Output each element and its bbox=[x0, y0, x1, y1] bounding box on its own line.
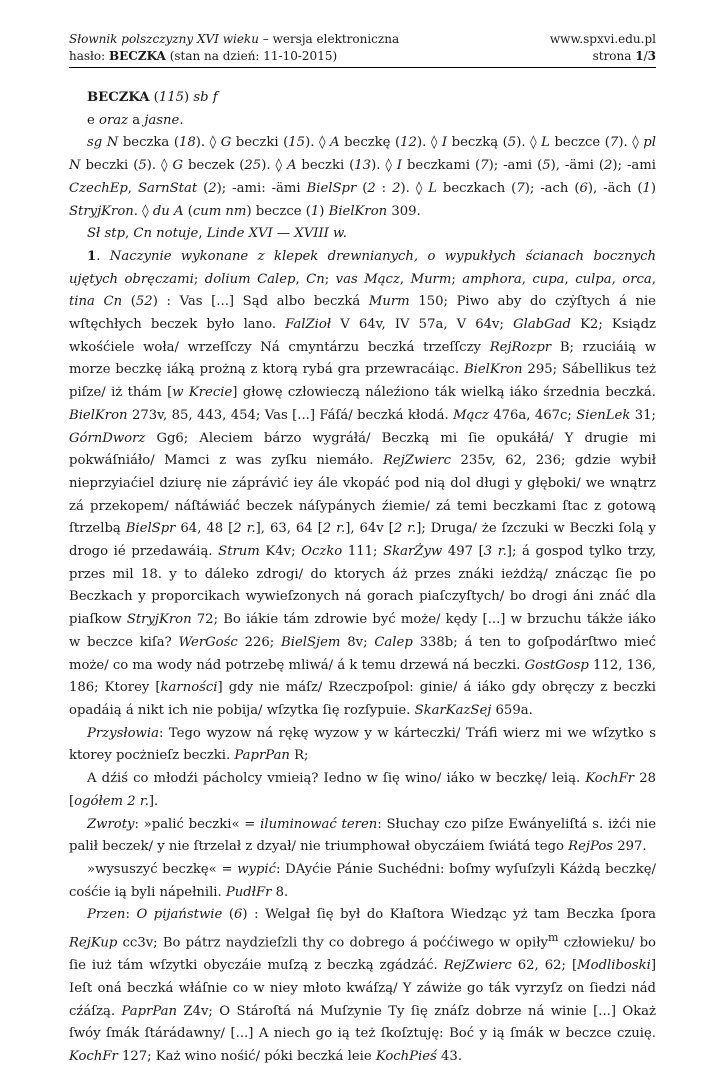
header-entry-info: hasło: BECZKA (stan na dzień: 11-10-2015) bbox=[69, 49, 338, 63]
header-divider bbox=[69, 67, 656, 68]
entry-headword: BECZKA (115) sb f bbox=[87, 90, 218, 105]
header-dictionary-title: Słownik polszczyzny XVI wieku – wersja elektroniczna bbox=[69, 32, 400, 46]
header-page-number: strona 1/3 bbox=[592, 49, 656, 63]
entry-phonetics: e oraz a jasne. bbox=[87, 112, 184, 128]
page-header bbox=[69, 31, 656, 65]
entry-sources: Sł stp, Cn notuje, Linde XVI — XVIII w. bbox=[87, 226, 347, 242]
entry-figurative: Przen: O pijaństwie (6) : Welgał ſię był do Kłaſtora Wiedząc yż tam Beczka ſpora RejKup cc3v; Bo pátrz naydzieſzli thy co dobrego á poććiwego w opiły$^m$ człowieku/ bo ſie iuż tám wſzytki obyczáie muſzą z beczką zgádzáć. RejZwierc 62, 62; [Modliboski] Ieſt oná beczká włáſnie co w niey młoto kwáſzą/ Y záwiże go ták vyrzyſz on ſiedzi nád cźáſzą. PaprPan Z4v; O Stároſtá ná Muſzynie Ty ſię znáſz dobrze ná winie [...] Okaż ſwóy ſmák ſtárádawny/ [...] A niech go ią też ſkoſztuję: Boć y ią ſmák w beczce czuię. KochFr 127; Każ wino nośić/ póki beczká leie KochPieś 43. bbox=[69, 907, 656, 1064]
header-website: www.spxvi.edu.pl bbox=[549, 32, 656, 46]
entry-body bbox=[69, 87, 656, 1069]
entry-meaning-1: 1. Naczynie wykonane z klepek drewnianych, o wypukłych ścianach bocznych ujętych obręczami; dolium Calep, Cn; vas Mącz, Murm; amphora, cupa, culpa, orca, tina Cn (52) : Vas [...] Sąd albo beczká Murm 150; Piwo aby do czẏſtych á nie wſtęchłych beczek było lano. FalZioł V 64v, IV 57a, V 64v; GlabGad K2; Ksiądz wkośćiele woła/ wrzeſſczy Ná cmyntárzu beczká trzeſſczy RejRozpr B; rzuciáią w morze beczkę iáką prożną z ktorą rybá gra przewracáiąc. BielKron 295; Sábellikus też piſze/ iż thám [w Krecie] głowę człowieczą náleźiono ták wielką iáko śrzednia beczká. BielKron 273v, 85, 443, 454; Vas [...] Fáſá/ beczká kłodá. Mącz 476a, 467c; SienLek 31; GórnDworz Gg6; Aleciem bárzo wygráłá/ Beczką mi ſie opukáłá/ Y drugie mi pokwáſniáło/ Mamci z was zyſku niemáło. RejZwierc 235v, 62, 236; gdzie wybił nieprzyiaćiel dziurę nie záprávić iey ále vkopáć pod nią dol długi y głęboki/ we wnątrz zá przekopem/ náſtáwiáć beczek náſypánych źiemie/ zá temi beczkami ſtac z gotową ſtrzelbą BielSpr 64, 48 [2 r.], 63, 64 [2 r.], 64v [2 r.]; Druga/ że ſzczuki w Beczki ſolą y drogo ié przedawáią. Strum K4v; Oczko 111; SkarŻyw 497 [3 r.]; á gospod tylko trzy, przes mil 18. y to dáleko zdrogi/ do ktorych áż przes znáki ieżdżą/ znácząc ſie po Beczkach y proporcikach wywieſzonych ná gorach piaſczyſtych/ bo drogi áni znáć dla piaſkow StryjKron 72; Bo iákie tám zdrowie być może/ kędy [...] w brzuchu tákże iáko w beczce kiſa? WerGośc 226; BielSjem 8v; Calep 338b; á ten to goſpodárſtwo mieć może/ co ma wody nád potrzebę mliwá/ á k temu drzewá ná beczki. GostGosp 112, 136, 186; Ktorey [karności] gdy nie máſz/ Rzeczpoſpol: ginie/ á iáko gdy obręczy z beczki opadáią á nikt ich nie pobija/ wſzytka ſię rozſypuie. SkarKazSej 659a. bbox=[69, 248, 657, 718]
entry-proverb-2: A dźiś co młodźi pácholcy vmieią? Iedno w ſię wino/ iáko w beczkę/ leią. KochFr 28 [ogółem 2 r.]. bbox=[69, 771, 656, 809]
entry-inflection: sg N beczka (18). ◊ G beczki (15). ◊ A beczkę (12). ◊ I beczką (5). ◊ L beczce (7). ◊ pl N beczki (5). ◊ G beczek (25). ◊ A beczki (13). ◊ I beczkami (7); -ami (5), -ämi (2); -ami CzechEp, SarnStat (2); -ami: -ämi BielSpr (2 : 2). ◊ L beczkach (7); -ach (6), -äch (1) StryjKron. ◊ du A (cum nm) beczce (1) BielKron 309. bbox=[69, 135, 657, 219]
entry-phrase-2: »wysuszyć beczkę« = wypić: DAyćie Pánie Suchédni: boſmy wyſuſzyli Káżdą beczkę/ cośćie ią byli nápełnili. PudłFr 8. bbox=[69, 861, 656, 900]
entry-proverbs: Przysłowia: Tego wyzow ná rękę wyzow y w kárteczki/ Tráfi wierz mi we wſzytko s ktorey pocżnieſz beczki. PaprPan R; bbox=[69, 725, 656, 764]
entry-phrases: Zwroty: »palić beczki« = iluminować teren: Słuchay czo piſze Ewányeliſtá s. iżći nie palił beczek/ y nie ſtrzelał z dzyał/ nie triumphował obyczáiem ſwiátá tego RejPos 297. bbox=[69, 816, 657, 855]
